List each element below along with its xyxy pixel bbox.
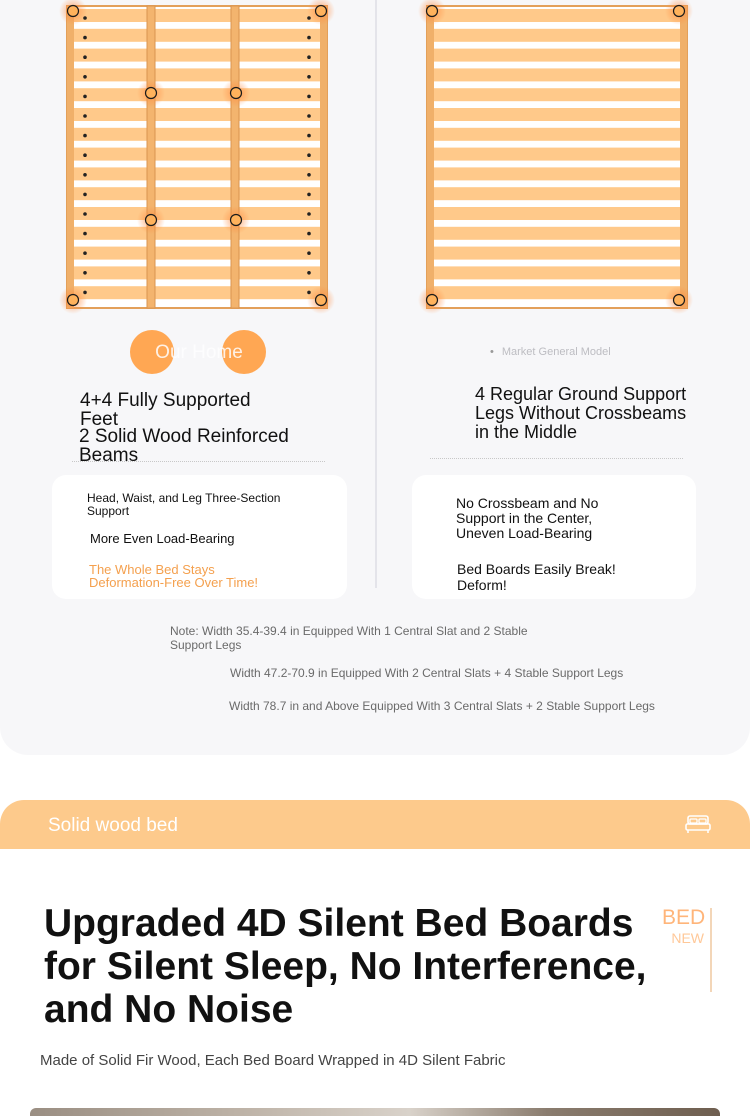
screw-dot [83, 55, 87, 59]
support-leg [231, 88, 242, 99]
screw-dot [307, 55, 311, 59]
support-leg [427, 295, 438, 306]
screw-dot [307, 153, 311, 157]
bed-slat [74, 187, 320, 200]
screw-dot [83, 114, 87, 118]
our-home-bed-frame-diagram [55, 0, 340, 320]
bed-slat [74, 148, 320, 161]
screw-dot [83, 75, 87, 79]
side-rail-right [320, 6, 327, 308]
bed-new-tag [662, 906, 704, 946]
bed-slat [74, 167, 320, 180]
main-headline: Upgraded 4D Silent Bed Boards for Silent Sleep, No Interference, and No Noise [44, 902, 647, 1031]
screw-dot [307, 271, 311, 275]
screw-dot [307, 114, 311, 118]
width-note-2: Width 47.2-70.9 in Equipped With 2 Central Slats + 4 Stable Support Legs [230, 666, 624, 680]
bed-slat [74, 207, 320, 220]
support-leg [146, 215, 157, 226]
support-leg [68, 6, 79, 17]
our-home-badge [128, 330, 270, 374]
screw-dot [307, 193, 311, 197]
screw-dot [307, 134, 311, 138]
market-model-label: • Market General Model [490, 346, 611, 358]
right-card-line-1: No Crossbeam and No Support in the Center, Uneven Load-Bearing [456, 495, 599, 541]
bed-slat [434, 88, 680, 101]
section-title: Solid wood bed [48, 815, 178, 836]
section-header-band [0, 800, 750, 849]
bed-slat [434, 266, 680, 279]
side-rail-right [680, 6, 687, 308]
column-divider [375, 0, 377, 588]
screw-dot [307, 75, 311, 79]
bed-slat [74, 128, 320, 141]
left-feature-line-2: 2 Solid Wood Reinforced Beams [79, 426, 289, 466]
badge-label: Our Home [155, 342, 243, 363]
bed-slat [434, 148, 680, 161]
bed-slat [74, 247, 320, 260]
screw-dot [307, 251, 311, 255]
bed-icon [685, 814, 711, 834]
bed-slat [434, 167, 680, 180]
market-bed-frame-diagram [415, 0, 700, 320]
screw-dot [83, 193, 87, 197]
right-divider [430, 458, 683, 459]
central-beam-2 [231, 6, 239, 308]
left-card-line-3: The Whole Bed Stays Deformation-Free Over Time! [89, 562, 259, 590]
support-leg [427, 6, 438, 17]
bed-slat [434, 128, 680, 141]
side-rail-left [67, 6, 74, 308]
bed-slat [434, 286, 680, 299]
screw-dot [83, 173, 87, 177]
bed-slat [74, 68, 320, 81]
bed-slat [434, 9, 680, 22]
bed-slat [74, 49, 320, 62]
support-leg [68, 295, 79, 306]
bed-slat [434, 49, 680, 62]
bed-slat [74, 108, 320, 121]
central-beam-1 [147, 6, 155, 308]
bed-slat [434, 187, 680, 200]
width-note-1: Note: Width 35.4-39.4 in Equipped With 1 Central Slat and 2 Stable Support Legs [170, 624, 528, 652]
screw-dot [83, 251, 87, 255]
bed-slat [434, 247, 680, 260]
screw-dot [83, 95, 87, 99]
tag-new: NEW [671, 930, 704, 946]
product-photo-strip [30, 1108, 720, 1116]
bed-slat [74, 266, 320, 279]
bed-slat [74, 29, 320, 42]
tag-bed: BED [662, 906, 706, 929]
width-note-3: Width 78.7 in and Above Equipped With 3 Central Slats + 2 Stable Support Legs [229, 699, 655, 713]
left-card-line-1: Head, Waist, and Leg Three-Section Support [87, 491, 281, 518]
screw-dot [307, 173, 311, 177]
support-leg [231, 215, 242, 226]
screw-dot [307, 232, 311, 236]
right-drawback-card [412, 475, 696, 599]
screw-dot [83, 232, 87, 236]
screw-dot [307, 95, 311, 99]
support-leg [674, 295, 685, 306]
support-leg [146, 88, 157, 99]
screw-dot [83, 271, 87, 275]
support-leg [674, 6, 685, 17]
left-benefit-card [52, 475, 347, 599]
bed-slat [434, 207, 680, 220]
bed-slat [74, 88, 320, 101]
right-card-line-2: Bed Boards Easily Break! Deform! [457, 561, 616, 593]
bed-slat [434, 68, 680, 81]
bed-slat [74, 9, 320, 22]
right-feature: 4 Regular Ground Support Legs Without Crossbeams in the Middle [475, 384, 687, 442]
slat-group [434, 9, 680, 299]
bed-slat [434, 227, 680, 240]
bed-slat [434, 108, 680, 121]
left-feature-line-1: 4+4 Fully Supported Feet [80, 390, 251, 430]
screw-dot [307, 212, 311, 216]
bed-slat [434, 29, 680, 42]
slat-group [74, 9, 320, 299]
bed-slat [74, 286, 320, 299]
screw-dot [83, 134, 87, 138]
tag-line [710, 908, 712, 992]
screw-dot [83, 153, 87, 157]
material-description: Made of Solid Fir Wood, Each Bed Board Wrapped in 4D Silent Fabric [40, 1052, 506, 1069]
screw-dot [307, 36, 311, 40]
left-divider [72, 461, 325, 462]
left-card-line-2: More Even Load-Bearing [90, 531, 235, 546]
bed-slat [74, 227, 320, 240]
screw-dot [83, 36, 87, 40]
support-leg [316, 295, 327, 306]
side-rail-left [427, 6, 434, 308]
screw-dot [83, 212, 87, 216]
support-leg [316, 6, 327, 17]
